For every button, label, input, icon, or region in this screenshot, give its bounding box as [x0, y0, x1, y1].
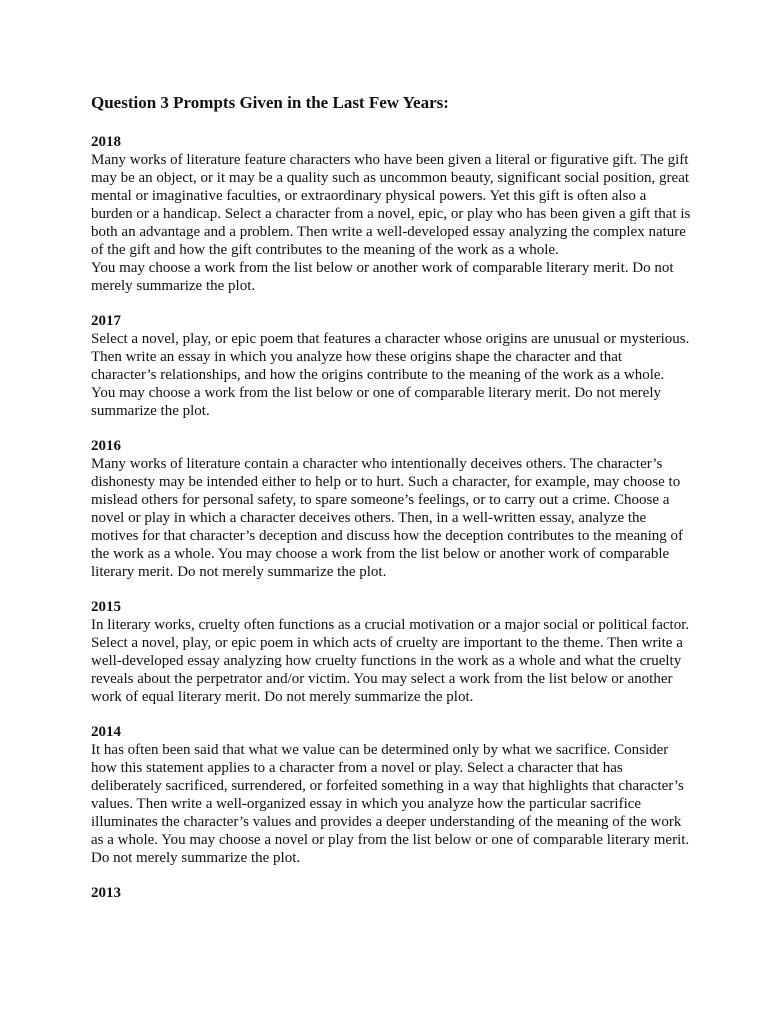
- prompt-paragraph: Many works of literature feature characters who have been given a literal or figurative gift. The gift may be an object, or it may be a quality such as uncommon beauty, significant social position, great mental or imaginative faculties, or extraordinary physical powers. Yet this gift is often also a burden or a handicap. Select a character from a novel, epic, or play who has been given a gift that is both an advantage and a problem. Then write a well-developed essay analyzing the complex nature of the gift and how the gift contributes to the meaning of the work as a whole.: [91, 152, 695, 258]
- document-page: [91, 92, 695, 919]
- document-title: Question 3 Prompts Given in the Last Few Years:: [91, 93, 449, 112]
- prompt-section-2014: [91, 723, 691, 867]
- prompt-section-2017: [91, 312, 691, 420]
- prompt-section-2015: [91, 598, 691, 706]
- section-year: 2015: [91, 599, 121, 615]
- prompt-section-2013: [91, 884, 691, 902]
- prompt-paragraph: Select a novel, play, or epic poem that features a character whose origins are unusual or mysterious. Then write an essay in which you analyze how these origins shape the character and that character’s relationships, and how the origins contribute to the meaning of the work as a whole. You may choose a work from the list below or one of comparable literary merit. Do not merely summarize the plot.: [91, 331, 693, 419]
- prompt-paragraph: You may choose a work from the list below or another work of comparable literary merit. Do not merely summarize the plot.: [91, 260, 678, 294]
- section-year: 2013: [91, 885, 121, 901]
- prompt-section-2018: [91, 133, 695, 295]
- prompt-section-2016: [91, 437, 691, 581]
- section-year: 2018: [91, 134, 121, 150]
- section-year: 2014: [91, 724, 121, 740]
- section-year: 2016: [91, 438, 121, 454]
- prompt-paragraph: It has often been said that what we value can be determined only by what we sacrifice. Consider how this statement applies to a character from a novel or play. Select a character that has deliberately sacrificed, surrendered, or forfeited something in a way that highlights that character’s values. Then write a well-organized essay in which you analyze how the particular sacrifice illuminates the character’s values and provides a deeper understanding of the meaning of the work as a whole. You may choose a novel or play from the list below or one of comparable literary merit. Do not merely summarize the plot.: [91, 742, 693, 866]
- prompt-paragraph: Many works of literature contain a character who intentionally deceives others. The character’s dishonesty may be intended either to help or to hurt. Such a character, for example, may choose to mislead others for personal safety, to spare someone’s feelings, or to carry out a crime. Choose a novel or play in which a character deceives others. Then, in a well-written essay, analyze the motives for that character’s deception and discuss how the deception contributes to the meaning of the work as a whole. You may choose a work from the list below or another work of comparable literary merit. Do not merely summarize the plot.: [91, 456, 687, 580]
- section-year: 2017: [91, 313, 121, 329]
- prompt-paragraph: In literary works, cruelty often functions as a crucial motivation or a major social or political factor. Select a novel, play, or epic poem in which acts of cruelty are important to the theme. Then write a well-developed essay analyzing how cruelty functions in the work as a whole and what the cruelty reveals about the perpetrator and/or victim. You may select a work from the list below or another work of equal literary merit. Do not merely summarize the plot.: [91, 617, 693, 705]
